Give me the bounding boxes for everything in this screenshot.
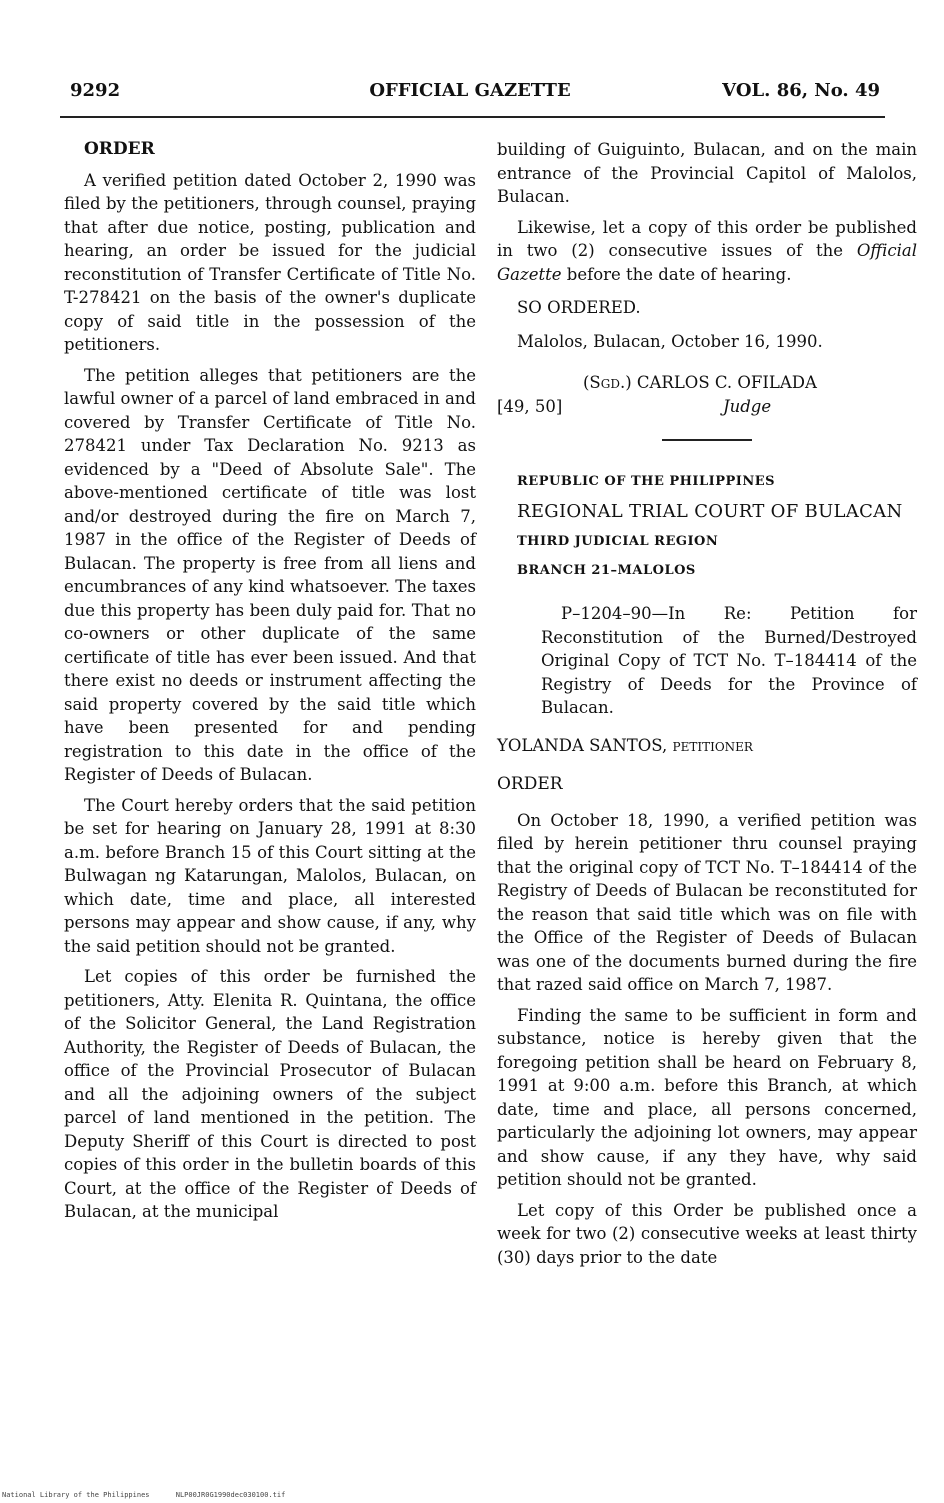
scan-footer	[2, 1491, 307, 1499]
publication-title: OFFICIAL GAZETTE	[369, 80, 571, 101]
judge-title: Judge	[723, 397, 772, 416]
file-name: NLP00JR0G1990dec030100.tif	[175, 1491, 286, 1499]
paragraph: Let copies of this order be furnished the petitioners, Atty. Elenita R. Quintana, the office of the Solicitor General, the Land Registration Authority, the Register of Deeds of Bulacan, the office of the Provincial Prosecutor of Bulacan and all the adjoining owners of the subject parcel of land mentioned in the petition. The Deputy Sheriff of this Court is directed to post copies of this order in the bulletin boards of this Court, at the office of the Register of Deeds of Bulacan, at the municipal	[64, 967, 476, 1221]
issue-reference: [49, 50]	[497, 397, 563, 416]
signature-block	[497, 371, 917, 421]
branch-heading: BRANCH 21–MALOLOS	[517, 563, 696, 578]
so-ordered: SO ORDERED.	[517, 298, 641, 317]
paragraph: A verified petition dated October 2, 1990 was filed by the petitioners, through counsel, praying that after due notice, posting, publication and hearing, an order be issued for the judicial reconstitution of Transfer Certificate of Title No. T-278421 on the basis of the owner's duplicate copy of said title in the possession of the petitioners.	[64, 170, 476, 354]
court-heading: REGIONAL TRIAL COURT OF BULACAN	[517, 501, 903, 522]
republic-heading: REPUBLIC OF THE PHILIPPINES	[517, 474, 776, 489]
paragraph: The petition alleges that petitioners are the lawful owner of a parcel of land embraced in and covered by Transfer Certificate of Title No. 278421 under Tax Declaration No. 9213 as evidenced by a "Deed of Absolute Sale". The above-mentioned certificate of title was lost and/or destroyed during the fire on March 7, 1987 in the office of the Register of Deeds of Bulacan. The property is free from all liens and encumbrances of any kind whatsoever. The taxes due this property has been duly paid for. That no co-owners or other duplicate of the same certificate of title has ever been issued. And that there exist no deeds or instrument affecting the said property covered by the said title which have been presented for and pending registration to this date in the office of the Register of Deeds of Bulacan.	[64, 365, 476, 784]
order-heading: ORDER	[497, 774, 563, 794]
place-date: Malolos, Bulacan, October 16, 1990.	[517, 331, 823, 351]
paragraph: building of Guiguinto, Bulacan, and on the main entrance of the Provincial Capitol of Malolos, Bulacan.	[497, 140, 917, 206]
right-column	[497, 138, 917, 1276]
paragraph-text: Likewise, let a copy of this order be published in two (2) consecutive issues of the	[497, 217, 917, 260]
signature-line: (Sgd.) CARLOS C. OFILADA	[583, 373, 817, 392]
order-heading: ORDER	[84, 139, 155, 159]
paragraph: Finding the same to be sufficient in form and substance, notice is hereby given that the foregoing petition shall be heard on February 8, 1991 at 9:00 a.m. before this Branch, at which date, time and place, all persons concerned, particularly the adjoining lot owners, may appear and show cause, if any they have, why said petition should not be granted.	[497, 1005, 917, 1189]
left-column	[64, 138, 476, 1231]
paragraph: The Court hereby orders that the said petition be set for hearing on January 28, 1991 at 8:30 a.m. before Branch 15 of this Court sitting at the Bulwagan ng Katarungan, Malolos, Bulacan, on which date, time and place, all interested persons may appear and show cause, if any, why the said petition should not be granted.	[64, 795, 476, 956]
paragraph: On October 18, 1990, a verified petition was filed by herein petitioner thru counsel praying that the original copy of TCT No. T–184414 of the Registry of Deeds of Bulacan be reconstituted for the reason that said title which was on file with the Office of the Register of Deeds of Bulacan was one of the documents burned during the fire that razed said office on March 7, 1987.	[497, 810, 917, 994]
library-credit: National Library of the Philippines	[2, 1491, 150, 1499]
paragraph	[497, 216, 917, 287]
page-number: 9292	[70, 80, 121, 101]
header-rule	[60, 116, 885, 118]
section-divider	[662, 439, 752, 441]
paragraph-text: before the date of hearing.	[566, 264, 792, 284]
region-heading: THIRD JUDICIAL REGION	[517, 534, 719, 549]
volume-number: VOL. 86, No. 49	[722, 80, 880, 101]
gazette-name: Official Gazette	[497, 241, 917, 284]
page-header	[60, 80, 880, 110]
petitioner-line: YOLANDA SANTOS, petitioner	[497, 735, 753, 755]
paragraph: Let copy of this Order be published once a week for two (2) consecutive weeks at least thirty (30) days prior to the date	[497, 1200, 917, 1267]
case-title: P–1204–90—In Re: Petition for Reconstitution of the Burned/Destroyed Original Copy of TCT No. T–184414 of the Registry of Deeds for the Province of Bulacan.	[541, 604, 917, 717]
